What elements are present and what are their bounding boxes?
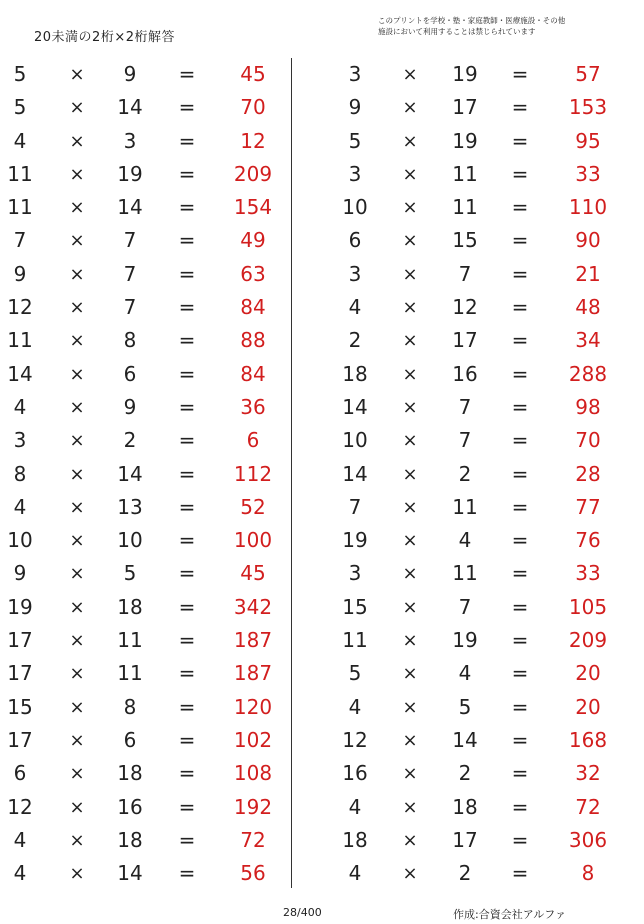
multiplicand: 4	[348, 794, 362, 819]
equals-sign: =	[178, 561, 196, 586]
equals-sign: =	[178, 394, 196, 419]
times-sign: ×	[69, 430, 85, 452]
multiplier: 6	[123, 361, 137, 386]
equals-sign: =	[511, 428, 529, 453]
equals-sign: =	[511, 594, 529, 619]
multiplier: 17	[452, 95, 478, 120]
equals-sign: =	[511, 261, 529, 286]
equals-sign: =	[178, 827, 196, 852]
answer: 70	[575, 428, 601, 453]
multiplier: 3	[123, 128, 137, 153]
multiplier: 19	[452, 128, 478, 153]
multiplier: 18	[117, 761, 143, 786]
multiplicand: 10	[342, 195, 368, 220]
answer: 21	[575, 261, 601, 286]
multiplier: 14	[117, 95, 143, 120]
times-sign: ×	[402, 130, 418, 152]
multiplicand: 11	[342, 628, 368, 653]
equals-sign: =	[178, 694, 196, 719]
times-sign: ×	[402, 563, 418, 585]
equals-sign: =	[511, 394, 529, 419]
times-sign: ×	[402, 230, 418, 252]
equals-sign: =	[511, 228, 529, 253]
equals-sign: =	[511, 328, 529, 353]
multiplier: 6	[123, 727, 137, 752]
multiplicand: 10	[7, 528, 33, 553]
usage-notice	[378, 15, 618, 37]
times-sign: ×	[402, 496, 418, 518]
answer: 110	[568, 195, 608, 220]
equals-sign: =	[511, 561, 529, 586]
multiplicand: 4	[13, 394, 27, 419]
multiplicand: 15	[342, 594, 368, 619]
answer: 105	[568, 594, 608, 619]
answer: 84	[240, 295, 266, 320]
multiplicand: 2	[348, 328, 362, 353]
answer: 77	[575, 494, 601, 519]
multiplicand: 17	[7, 661, 33, 686]
answer: 72	[575, 794, 601, 819]
answer: 209	[568, 628, 608, 653]
multiplicand: 3	[348, 62, 362, 86]
times-sign: ×	[69, 829, 85, 851]
equals-sign: =	[178, 428, 196, 453]
answer: 36	[240, 394, 266, 419]
multiplier: 11	[117, 661, 143, 686]
equals-sign: =	[178, 661, 196, 686]
times-sign: ×	[402, 430, 418, 452]
multiplicand: 15	[7, 694, 33, 719]
multiplicand: 12	[342, 727, 368, 752]
equals-sign: =	[511, 494, 529, 519]
equals-sign: =	[511, 195, 529, 220]
multiplier: 7	[458, 428, 472, 453]
multiplier: 7	[123, 261, 137, 286]
multiplier: 19	[117, 161, 143, 186]
answer: 48	[575, 295, 601, 320]
answer: 187	[233, 661, 273, 686]
multiplicand: 11	[7, 328, 33, 353]
multiplier: 13	[117, 494, 143, 519]
answer: 108	[233, 761, 273, 786]
usage-notice-line: 施設において利用することは禁じられています	[378, 27, 536, 36]
times-sign: ×	[69, 596, 85, 618]
multiplicand: 3	[348, 261, 362, 286]
multiplicand: 11	[7, 195, 33, 220]
equals-sign: =	[178, 261, 196, 286]
equals-sign: =	[178, 727, 196, 752]
page-title: 20未満の2桁×2桁解答	[34, 30, 175, 45]
answer: 306	[568, 827, 608, 852]
answer: 34	[575, 328, 601, 353]
answer: 192	[233, 794, 273, 819]
times-sign: ×	[69, 230, 85, 252]
multiplicand: 14	[342, 394, 368, 419]
multiplier: 5	[123, 561, 137, 586]
times-sign: ×	[69, 796, 85, 818]
multiplicand: 9	[13, 261, 27, 286]
multiplier: 17	[452, 328, 478, 353]
answer: 76	[575, 528, 601, 553]
times-sign: ×	[402, 530, 418, 552]
multiplier: 11	[452, 561, 478, 586]
equals-sign: =	[511, 827, 529, 852]
multiplicand: 6	[13, 761, 27, 786]
times-sign: ×	[69, 363, 85, 385]
answer: 120	[233, 694, 273, 719]
equals-sign: =	[178, 228, 196, 253]
multiplier: 5	[458, 694, 472, 719]
answer: 63	[240, 261, 266, 286]
equals-sign: =	[511, 661, 529, 686]
answer: 72	[240, 827, 266, 852]
equals-sign: =	[178, 361, 196, 386]
times-sign: ×	[69, 863, 85, 885]
multiplicand: 4	[348, 694, 362, 719]
multiplicand: 17	[7, 628, 33, 653]
answer: 70	[240, 95, 266, 120]
times-sign: ×	[402, 696, 418, 718]
multiplicand: 18	[342, 361, 368, 386]
times-sign: ×	[69, 663, 85, 685]
multiplier: 2	[458, 761, 472, 786]
equals-sign: =	[178, 494, 196, 519]
times-sign: ×	[402, 330, 418, 352]
multiplicand: 3	[348, 161, 362, 186]
multiplicand: 18	[342, 827, 368, 852]
equals-sign: =	[178, 528, 196, 553]
multiplicand: 14	[342, 461, 368, 486]
answer: 33	[575, 561, 601, 586]
answer: 98	[575, 394, 601, 419]
equals-sign: =	[511, 628, 529, 653]
multiplier: 18	[117, 827, 143, 852]
multiplier: 14	[452, 727, 478, 752]
answer: 12	[240, 128, 266, 153]
equals-sign: =	[511, 161, 529, 186]
multiplier: 18	[452, 794, 478, 819]
equals-sign: =	[178, 461, 196, 486]
multiplicand: 19	[342, 528, 368, 553]
multiplier: 11	[452, 161, 478, 186]
multiplier: 11	[452, 494, 478, 519]
answer: 342	[233, 594, 273, 619]
times-sign: ×	[402, 297, 418, 319]
times-sign: ×	[402, 729, 418, 751]
answer: 20	[575, 661, 601, 686]
equals-sign: =	[178, 628, 196, 653]
multiplicand: 4	[13, 861, 27, 886]
multiplicand: 8	[13, 461, 27, 486]
equals-sign: =	[511, 761, 529, 786]
multiplier: 16	[117, 794, 143, 819]
answer: 52	[240, 494, 266, 519]
times-sign: ×	[69, 263, 85, 285]
equals-sign: =	[511, 62, 529, 86]
multiplier: 18	[117, 594, 143, 619]
multiplier: 19	[452, 62, 478, 86]
answer: 6	[246, 428, 260, 453]
times-sign: ×	[402, 763, 418, 785]
answer: 154	[233, 195, 273, 220]
equals-sign: =	[511, 694, 529, 719]
equals-sign: =	[511, 727, 529, 752]
times-sign: ×	[69, 97, 85, 119]
times-sign: ×	[69, 197, 85, 219]
multiplier: 12	[452, 295, 478, 320]
times-sign: ×	[69, 396, 85, 418]
times-sign: ×	[69, 563, 85, 585]
answer: 112	[233, 461, 273, 486]
answer: 187	[233, 628, 273, 653]
multiplier: 8	[123, 694, 137, 719]
times-sign: ×	[69, 729, 85, 751]
times-sign: ×	[69, 530, 85, 552]
multiplier: 14	[117, 861, 143, 886]
equals-sign: =	[511, 861, 529, 886]
multiplicand: 5	[348, 128, 362, 153]
times-sign: ×	[69, 163, 85, 185]
multiplicand: 17	[7, 727, 33, 752]
multiplicand: 4	[13, 494, 27, 519]
times-sign: ×	[402, 97, 418, 119]
multiplicand: 5	[348, 661, 362, 686]
answer: 49	[240, 228, 266, 253]
multiplicand: 4	[348, 295, 362, 320]
times-sign: ×	[402, 863, 418, 885]
multiplier: 2	[458, 461, 472, 486]
multiplier: 14	[117, 461, 143, 486]
answer: 288	[568, 361, 608, 386]
multiplicand: 12	[7, 794, 33, 819]
usage-notice-line: このプリントを学校・塾・家庭教師・医療施設・その他	[378, 16, 566, 25]
multiplicand: 14	[7, 361, 33, 386]
times-sign: ×	[69, 64, 85, 85]
times-sign: ×	[69, 297, 85, 319]
column-divider	[291, 58, 292, 888]
answer: 153	[568, 95, 608, 120]
times-sign: ×	[69, 463, 85, 485]
answer: 32	[575, 761, 601, 786]
equals-sign: =	[511, 295, 529, 320]
equals-sign: =	[511, 128, 529, 153]
times-sign: ×	[402, 463, 418, 485]
times-sign: ×	[402, 596, 418, 618]
answer: 95	[575, 128, 601, 153]
multiplicand: 10	[342, 428, 368, 453]
equals-sign: =	[178, 594, 196, 619]
multiplier: 15	[452, 228, 478, 253]
answer: 45	[240, 62, 266, 86]
multiplier: 11	[452, 195, 478, 220]
answer: 28	[575, 461, 601, 486]
multiplier: 9	[123, 394, 137, 419]
times-sign: ×	[69, 496, 85, 518]
times-sign: ×	[402, 263, 418, 285]
answer: 90	[575, 228, 601, 253]
equals-sign: =	[178, 195, 196, 220]
multiplier: 19	[452, 628, 478, 653]
multiplicand: 4	[348, 861, 362, 886]
answer: 84	[240, 361, 266, 386]
answer: 88	[240, 328, 266, 353]
multiplicand: 6	[348, 228, 362, 253]
multiplier: 16	[452, 361, 478, 386]
multiplier: 2	[458, 861, 472, 886]
multiplicand: 4	[13, 827, 27, 852]
multiplier: 11	[117, 628, 143, 653]
multiplicand: 12	[7, 295, 33, 320]
multiplicand: 7	[348, 494, 362, 519]
multiplicand: 9	[13, 561, 27, 586]
times-sign: ×	[69, 696, 85, 718]
equals-sign: =	[511, 461, 529, 486]
equals-sign: =	[178, 161, 196, 186]
equals-sign: =	[178, 328, 196, 353]
multiplier: 2	[123, 428, 137, 453]
multiplier: 7	[458, 394, 472, 419]
equals-sign: =	[178, 295, 196, 320]
multiplicand: 3	[13, 428, 27, 453]
answer: 20	[575, 694, 601, 719]
equals-sign: =	[178, 62, 196, 86]
author-credit: 作成:合資会社アルファ	[453, 908, 567, 921]
equals-sign: =	[178, 128, 196, 153]
multiplier: 4	[458, 661, 472, 686]
multiplicand: 9	[348, 95, 362, 120]
multiplicand: 7	[13, 228, 27, 253]
multiplicand: 11	[7, 161, 33, 186]
answer: 56	[240, 861, 266, 886]
answer: 102	[233, 727, 273, 752]
multiplier: 7	[458, 261, 472, 286]
equals-sign: =	[178, 794, 196, 819]
equals-sign: =	[178, 761, 196, 786]
answer: 33	[575, 161, 601, 186]
multiplier: 7	[123, 228, 137, 253]
answer: 57	[575, 62, 601, 86]
multiplier: 4	[458, 528, 472, 553]
multiplier: 17	[452, 827, 478, 852]
multiplier: 9	[123, 62, 137, 86]
equals-sign: =	[511, 794, 529, 819]
equals-sign: =	[511, 95, 529, 120]
times-sign: ×	[69, 330, 85, 352]
multiplicand: 19	[7, 594, 33, 619]
multiplicand: 4	[13, 128, 27, 153]
times-sign: ×	[402, 396, 418, 418]
equals-sign: =	[511, 361, 529, 386]
page-number: 28/400	[283, 906, 322, 919]
times-sign: ×	[69, 763, 85, 785]
answer: 100	[233, 528, 273, 553]
times-sign: ×	[402, 796, 418, 818]
multiplier: 10	[117, 528, 143, 553]
equals-sign: =	[511, 528, 529, 553]
times-sign: ×	[402, 363, 418, 385]
multiplicand: 3	[348, 561, 362, 586]
multiplier: 7	[458, 594, 472, 619]
multiplier: 14	[117, 195, 143, 220]
answer: 209	[233, 161, 273, 186]
equals-sign: =	[178, 861, 196, 886]
equals-sign: =	[178, 95, 196, 120]
times-sign: ×	[402, 663, 418, 685]
answer: 8	[581, 861, 595, 886]
times-sign: ×	[402, 64, 418, 85]
multiplicand: 5	[13, 62, 27, 86]
times-sign: ×	[402, 197, 418, 219]
times-sign: ×	[402, 163, 418, 185]
multiplier: 7	[123, 295, 137, 320]
multiplicand: 16	[342, 761, 368, 786]
times-sign: ×	[69, 130, 85, 152]
multiplicand: 5	[13, 95, 27, 120]
times-sign: ×	[402, 630, 418, 652]
times-sign: ×	[402, 829, 418, 851]
multiplier: 8	[123, 328, 137, 353]
answer: 45	[240, 561, 266, 586]
times-sign: ×	[69, 630, 85, 652]
answer: 168	[568, 727, 608, 752]
